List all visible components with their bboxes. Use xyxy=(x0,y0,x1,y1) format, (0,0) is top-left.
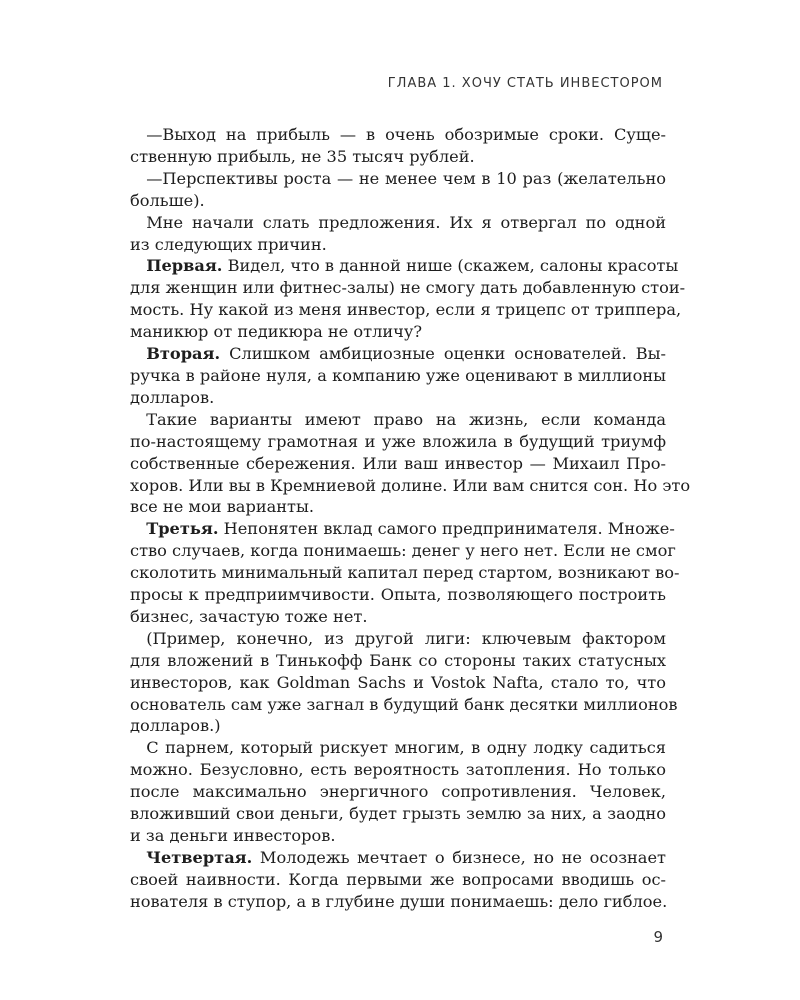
text-line: бизнес, зачастую тоже нет. xyxy=(130,606,368,626)
paragraph xyxy=(130,409,691,519)
indent xyxy=(130,256,146,275)
text-line xyxy=(130,343,666,365)
text-line-rest: Видел, что в данной нише (скажем, салоны красоты xyxy=(222,256,679,276)
paragraph xyxy=(130,124,666,168)
text-line: хоров. Или вы в Кремниевой долине. Или вам снится сон. Но это xyxy=(130,475,691,495)
text-line: —Выход на прибыль — в очень обозримые сроки. Суще- xyxy=(130,125,666,144)
text-line xyxy=(130,518,675,540)
indent xyxy=(130,519,146,538)
text-line: долларов. xyxy=(130,387,215,407)
text-line: долларов.) xyxy=(130,716,221,736)
paragraph xyxy=(130,168,666,212)
text-line: после максимально энергичного сопротивления. Человек, xyxy=(130,782,666,802)
body-text xyxy=(130,124,691,913)
paragraph xyxy=(130,343,666,409)
text-line: и за деньги инвесторов. xyxy=(130,826,336,845)
running-head: ГЛАВА 1. ХОЧУ СТАТЬ ИНВЕСТОРОМ xyxy=(387,76,663,91)
paragraph xyxy=(130,847,666,913)
text-line: С парнем, который рискует многим, в одну лодку садиться xyxy=(130,738,666,758)
text-line: основатель сам уже загнал в будущий банк десятки миллионов xyxy=(130,694,678,714)
page-number: 9 xyxy=(653,928,663,946)
reason-lead: Четвертая. xyxy=(146,847,253,867)
text-line: инвесторов, как Goldman Sachs и Vostok Nafta, стало то, что xyxy=(130,672,666,692)
text-line: сколотить минимальный капитал перед стартом, возникают во- xyxy=(130,563,680,583)
text-line: по-настоящему грамотная и уже вложила в будущий триумф xyxy=(130,431,666,451)
text-line: для вложений в Тинькофф Банк со стороны таких статусных xyxy=(130,650,666,670)
text-line: нователя в ступор, а в глубине души понимаешь: дело гиблое. xyxy=(130,891,668,911)
text-line: мость. Ну какой из меня инвестор, если я трицепс от триппера, xyxy=(130,300,682,320)
text-line: (Пример, конечно, из другой лиги: ключевым фактором xyxy=(130,628,666,648)
text-line: своей наивности. Когда первыми же вопросами вводишь ос- xyxy=(130,869,666,889)
text-line-rest: Слишком амбициозные оценки основателей. Вы- xyxy=(220,344,666,364)
text-line: ственную прибыль, не 35 тысяч рублей. xyxy=(130,146,475,166)
paragraph xyxy=(130,518,680,628)
text-line: просы к предприимчивости. Опыта, позволяющего построить xyxy=(130,585,666,605)
text-line xyxy=(130,255,679,277)
text-line: Мне начали слать предложения. Их я отвергал по одной xyxy=(130,212,666,232)
text-line: собственные сбережения. Или ваш инвестор — Михаил Про- xyxy=(130,453,666,473)
text-line-rest: Молодежь мечтает о бизнесе, но не осознает xyxy=(252,847,666,867)
text-line: ручка в районе нуля, а компанию уже оценивают в миллионы xyxy=(130,365,666,385)
text-line: Такие варианты имеют право на жизнь, если команда xyxy=(130,409,666,429)
text-line: из следующих причин. xyxy=(130,234,327,254)
indent xyxy=(130,344,146,363)
indent xyxy=(130,848,146,867)
text-line: маникюр от педикюра не отличу? xyxy=(130,322,423,342)
text-line: ство случаев, когда понимаешь: денег у него нет. Если не смог xyxy=(130,541,676,561)
text-line xyxy=(130,847,666,869)
reason-lead: Вторая. xyxy=(146,344,221,364)
paragraph xyxy=(130,255,686,343)
reason-lead: Третья. xyxy=(146,519,219,539)
reason-lead: Первая. xyxy=(146,256,223,276)
text-line: больше). xyxy=(130,190,205,210)
text-line-rest: Непонятен вклад самого предпринимателя. Множе- xyxy=(218,519,675,539)
paragraph xyxy=(130,628,678,738)
paragraph xyxy=(130,212,666,256)
text-line: все не мои варианты. xyxy=(130,497,315,517)
text-line: можно. Безусловно, есть вероятность затопления. Но только xyxy=(130,760,666,780)
text-line: вложивший свои деньги, будет грызть землю за них, а заодно xyxy=(130,804,666,824)
text-line: для женщин или фитнес-залы) не смогу дать добавленную стои- xyxy=(130,278,686,298)
paragraph xyxy=(130,737,666,847)
text-line: —Перспективы роста — не менее чем в 10 раз (желательно xyxy=(130,168,666,188)
